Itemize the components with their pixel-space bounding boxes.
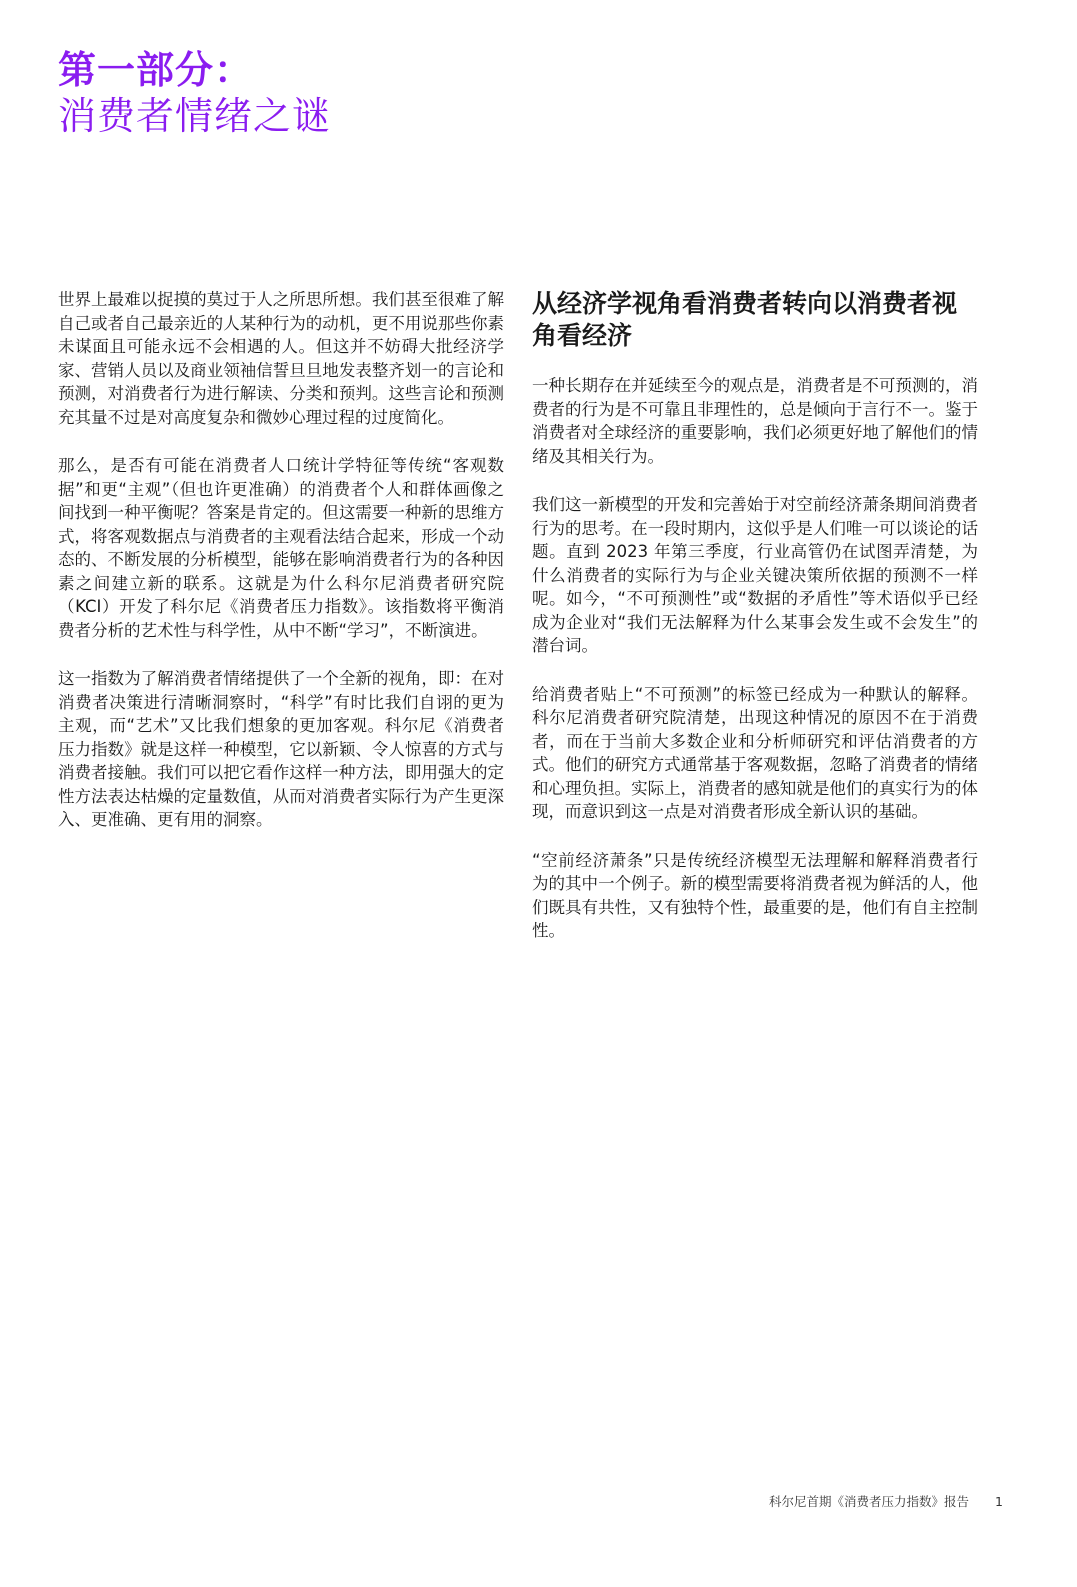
page-number: 1 xyxy=(995,1494,1003,1509)
body-paragraph: 给消费者贴上“不可预测”的标签已经成为一种默认的解释。科尔尼消费者研究院清楚，出现这种情况的原因不在于消费者，而在于当前大多数企业和分析师研究和评估消费者的方式。他们的研究方式通常基于客观数据，忽略了消费者的情绪和心理负担。实际上，消费者的感知就是他们的真实行为的体现，而意识到这一点是对消费者形成全新认识的基础。 xyxy=(532,684,978,821)
section-label: 第一部分： xyxy=(58,48,254,92)
page-footer xyxy=(769,1492,1003,1510)
section-title: 消费者情绪之谜 xyxy=(58,93,332,138)
body-paragraph: 我们这一新模型的开发和完善始于对空前经济萧条期间消费者行为的思考。在一段时期内，这似乎是人们唯一可以谈论的话题。直到 2023 年第三季度，行业高管仍在试图弄清楚，为什么消费者的实际行为与企业关键决策所依据的预测不一样呢。如今，“不可预测性”或“数据的矛盾性”等术语似乎已经成为企业对“我们无法解释为什么某事会发生或不会发生”的潜台词。 xyxy=(532,495,978,655)
footer-report-name: 科尔尼首期《消费者压力指数》报告 xyxy=(769,1494,970,1509)
body-paragraph: 世界上最难以捉摸的莫过于人之所思所想。我们甚至很难了解自己或者自己最亲近的人某种行为的动机，更不用说那些你素未谋面且可能永远不会相遇的人。但这并不妨碍大批经济学家、营销人员以及商业领袖信誓旦旦地发表整齐划一的言论和预测，对消费者行为进行解读、分类和预判。这些言论和预测充其量不过是对高度复杂和微妙心理过程的过度简化。 xyxy=(58,290,504,427)
subheading: 从经济学视角看消费者转向以消费者视角看经济 xyxy=(532,289,958,350)
body-paragraph: 一种长期存在并延续至今的观点是，消费者是不可预测的，消费者的行为是不可靠且非理性的，总是倾向于言行不一。鉴于消费者对全球经济的重要影响，我们必须更好地了解他们的情绪及其相关行为。 xyxy=(532,376,978,466)
page-title xyxy=(58,48,331,139)
body-paragraph: “空前经济萧条”只是传统经济模型无法理解和解释消费者行为的其中一个例子。新的模型需要将消费者视为鲜活的人，他们既具有共性，又有独特个性，最重要的是，他们有自主控制性。 xyxy=(532,850,978,940)
body-paragraph: 那么，是否有可能在消费者人口统计学特征等传统“客观数据”和更“主观”（但也许更准确）的消费者个人和群体画像之间找到一种平衡呢？答案是肯定的。但这需要一种新的思维方式，将客观数据点与消费者的主观看法结合起来，形成一个动态的、不断发展的分析模型，能够在影响消费者行为的各种因素之间建立新的联系。这就是为什么科尔尼消费者研究院（KCI）开发了科尔尼《消费者压力指数》。该指数将平衡消费者分析的艺术性与科学性，从中不断“学习”，不断演进。 xyxy=(58,456,504,640)
right-column xyxy=(532,288,978,968)
left-column xyxy=(58,288,504,857)
body-paragraph: 这一指数为了解消费者情绪提供了一个全新的视角，即：在对消费者决策进行清晰洞察时，“科学”有时比我们自诩的更为主观，而“艺术”又比我们想象的更加客观。科尔尼《消费者压力指数》就是这样一种模型，它以新颖、令人惊喜的方式与消费者接触。我们可以把它看作这样一种方法，即用强大的定性方法表达枯燥的定量数值，从而对消费者实际行为产生更深入、更准确、更有用的洞察。 xyxy=(58,669,504,829)
